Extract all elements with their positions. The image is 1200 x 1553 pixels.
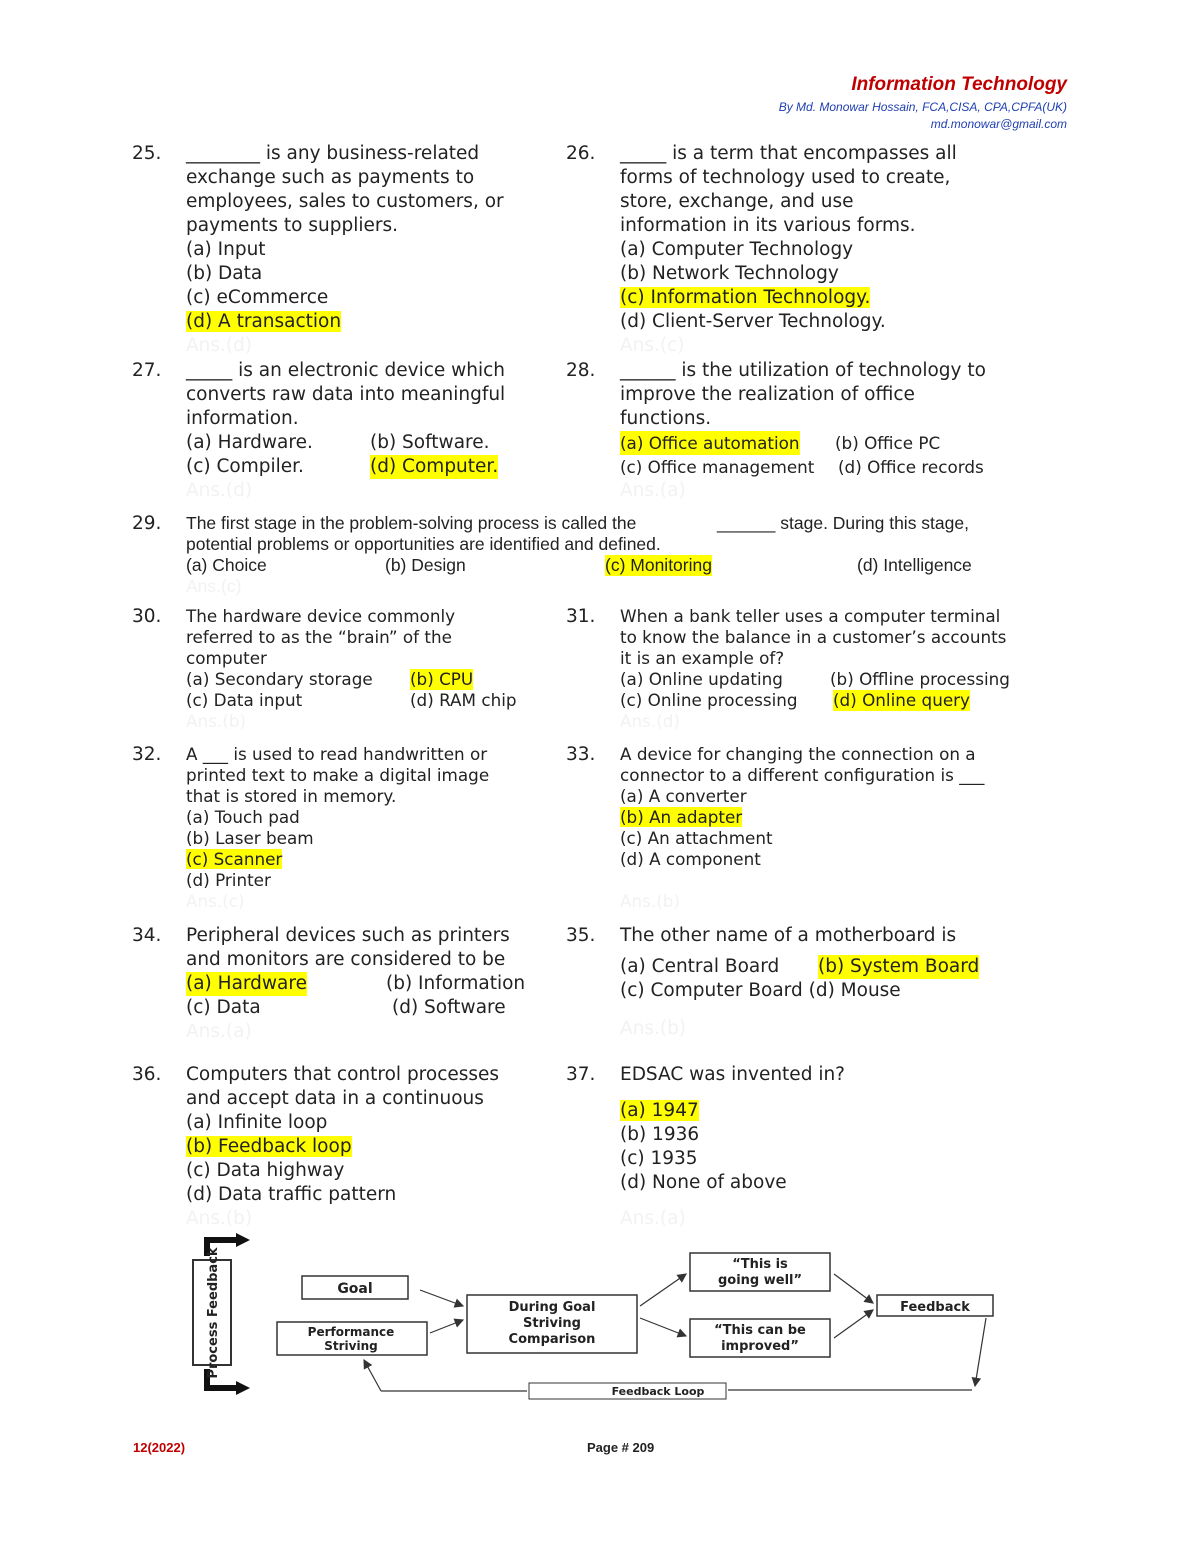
question-text: improve the realization of office [620,384,915,405]
answer-key: Ans.(a) [620,1208,686,1229]
answer-key: Ans.(c) [620,335,685,356]
option-d-correct: (d) Computer. [370,456,499,477]
answer-key: Ans.(c) [186,576,242,596]
question-text: Computers that control processes [186,1064,500,1085]
option-b: (b) Laser beam [186,828,314,848]
question-number: 26. [566,143,596,164]
option-b: (b) Data [186,263,263,284]
option-d: (d) Client-Server Technology. [620,311,886,332]
option-a: (a) Choice [186,555,267,575]
answer-key: Ans.(a) [620,480,686,501]
question-text: forms of technology used to create, [620,167,951,188]
question-text: The first stage in the problem-solving process is called the [186,513,637,533]
option-d: (d) Mouse [808,980,901,1001]
question-number: 30. [132,606,162,627]
option-d: (d) RAM chip [410,690,517,710]
performance-label: Striving [324,1339,378,1353]
question-number: 31. [566,606,596,627]
option-a: (a) Input [186,239,266,260]
option-c: (c) Data [186,997,261,1018]
question-text: that is stored in memory. [186,786,397,806]
option-d: (d) Software [392,997,506,1018]
performance-to-comparison-arrow [430,1320,463,1333]
option-b-correct: (b) CPU [410,669,474,689]
option-b-correct: (b) An adapter [620,807,743,827]
option-c: (c) Data highway [186,1160,345,1181]
option-c: (c) An attachment [620,828,773,848]
header-title: Information Technology [851,74,1067,95]
option-c: (c) Compiler. [186,456,304,477]
question-text: A device for changing the connection on a [620,744,976,764]
question-text: information in its various forms. [620,215,916,236]
answer-key: Ans.(c) [186,891,245,911]
header-email: md.monowar@gmail.com [930,117,1067,131]
comparison-label: During Goal [508,1300,596,1315]
process-feedback-label: Process Feedback [206,1247,221,1379]
header-author: By Md. Monowar Hossain, FCA,CISA, CPA,CPFA(UK) [778,100,1067,114]
option-d-correct: (d) A transaction [186,311,342,332]
question-text: EDSAC was invented in? [620,1064,845,1085]
option-b: (b) 1936 [620,1124,700,1145]
option-c: (c) eCommerce [186,287,329,308]
option-d: (d) Data traffic pattern [186,1184,397,1205]
improved-label: “This can be [714,1323,806,1338]
page-number: Page # 209 [587,1440,655,1455]
footer-edition: 12(2022) [133,1440,186,1455]
question-text: A ___ is used to read handwritten or [186,744,488,764]
performance-label: Performance [307,1325,395,1339]
question-text: store, exchange, and use [620,191,854,212]
option-b: (b) Software. [370,432,490,453]
question-text: ______ is the utilization of technology to [620,360,986,381]
option-b: (b) Office PC [835,433,941,453]
question-number: 29. [132,513,162,534]
answer-key: Ans.(b) [620,891,680,911]
question-text: payments to suppliers. [186,215,399,236]
question-text: _____ is a term that encompasses all [620,143,957,164]
option-b: (b) Network Technology [620,263,839,284]
question-text: computer [186,648,267,668]
option-d: (d) Intelligence [857,555,972,575]
comparison-to-improved-arrow [640,1318,686,1336]
question-text: _____ is an electronic device which [186,360,506,381]
option-d: (d) Office records [838,457,984,477]
option-b: (b) Design [385,555,466,575]
option-a: (a) Secondary storage [186,669,373,689]
question-text: information. [186,408,299,429]
question-number: 27. [132,360,162,381]
loop-to-performance-arrow [364,1360,381,1391]
option-a-correct: (a) 1947 [620,1100,699,1121]
question-text: When a bank teller uses a computer terminal [620,606,1001,626]
question-text: to know the balance in a customer’s accounts [620,627,1007,647]
answer-key: Ans.(b) [186,711,246,731]
option-a: (a) Infinite loop [186,1112,328,1133]
option-a: (a) Online updating [620,669,783,689]
top-arrow-head [236,1233,250,1247]
question-text: employees, sales to customers, or [186,191,504,212]
option-c: (c) Computer Board [620,980,803,1001]
question-text: The hardware device commonly [186,606,456,626]
option-b-correct: (b) System Board [818,956,980,977]
comparison-label: Comparison [508,1332,596,1347]
option-a: (a) Hardware. [186,432,313,453]
option-c-correct: (c) Monitoring [605,555,712,575]
option-c: (c) Office management [620,457,815,477]
comparison-label: Striving [523,1316,581,1331]
answer-key: Ans.(d) [186,335,253,356]
option-a-correct: (a) Office automation [620,433,800,453]
question-text: functions. [620,408,712,429]
question-number: 33. [566,744,596,765]
question-text: referred to as the “brain” of the [186,627,452,647]
question-text: potential problems or opportunities are identified and defined. [186,534,661,554]
option-a-correct: (a) Hardware [186,973,307,994]
option-a: (a) Touch pad [186,807,300,827]
question-number: 36. [132,1064,162,1085]
question-text: ________ is any business-related [186,143,480,164]
option-c-correct: (c) Scanner [186,849,283,869]
question-number: 34. [132,925,162,946]
question-text: and accept data in a continuous [186,1088,484,1109]
feedback-label: Feedback [900,1300,970,1315]
comparison-to-going-well-arrow [640,1274,686,1306]
option-a: (a) A converter [620,786,747,806]
question-number: 32. [132,744,162,765]
option-a: (a) Computer Technology [620,239,854,260]
option-d: (d) A component [620,849,761,869]
answer-key: Ans.(d) [620,711,680,731]
question-text: converts raw data into meaningful [186,384,506,405]
feedback-down-arrow [975,1318,986,1386]
option-d: (d) None of above [620,1172,787,1193]
question-number: 35. [566,925,596,946]
feedback-loop-label: Feedback Loop [611,1385,705,1398]
option-b: (b) Information [386,973,526,994]
option-b-correct: (b) Feedback loop [186,1136,352,1157]
going-well-to-feedback-arrow [834,1274,873,1303]
question-text: printed text to make a digital image [186,765,490,785]
going-well-label: going well” [717,1273,803,1288]
option-c: (c) Online processing [620,690,798,710]
question-text-blank: ______ stage. During this stage, [717,513,969,533]
option-c: (c) Data input [186,690,303,710]
question-number: 28. [566,360,596,381]
answer-key: Ans.(b) [620,1018,687,1039]
question-text: The other name of a motherboard is [620,925,957,946]
goal-label: Goal [337,1281,373,1297]
question-text: it is an example of? [620,648,785,668]
option-a: (a) Central Board [620,956,780,977]
option-c: (c) 1935 [620,1148,698,1169]
improved-to-feedback-arrow [834,1310,873,1338]
option-d-correct: (d) Online query [833,690,970,710]
option-c-correct: (c) Information Technology. [620,287,871,308]
bottom-arrow-head [236,1381,250,1395]
goal-to-comparison-arrow [420,1290,463,1306]
answer-key: Ans.(a) [186,1021,252,1042]
improved-label: improved” [721,1339,799,1354]
question-number: 37. [566,1064,596,1085]
answer-key: Ans.(d) [186,480,253,501]
going-well-label: “This is [732,1257,788,1272]
question-text: Peripheral devices such as printers [186,925,510,946]
option-d: (d) Printer [186,870,271,890]
question-text: exchange such as payments to [186,167,475,188]
question-text: and monitors are considered to be [186,949,506,970]
option-b: (b) Offline processing [830,669,1010,689]
question-number: 25. [132,143,162,164]
answer-key: Ans.(b) [186,1208,253,1229]
question-text: connector to a different configuration is ___ [620,765,985,785]
